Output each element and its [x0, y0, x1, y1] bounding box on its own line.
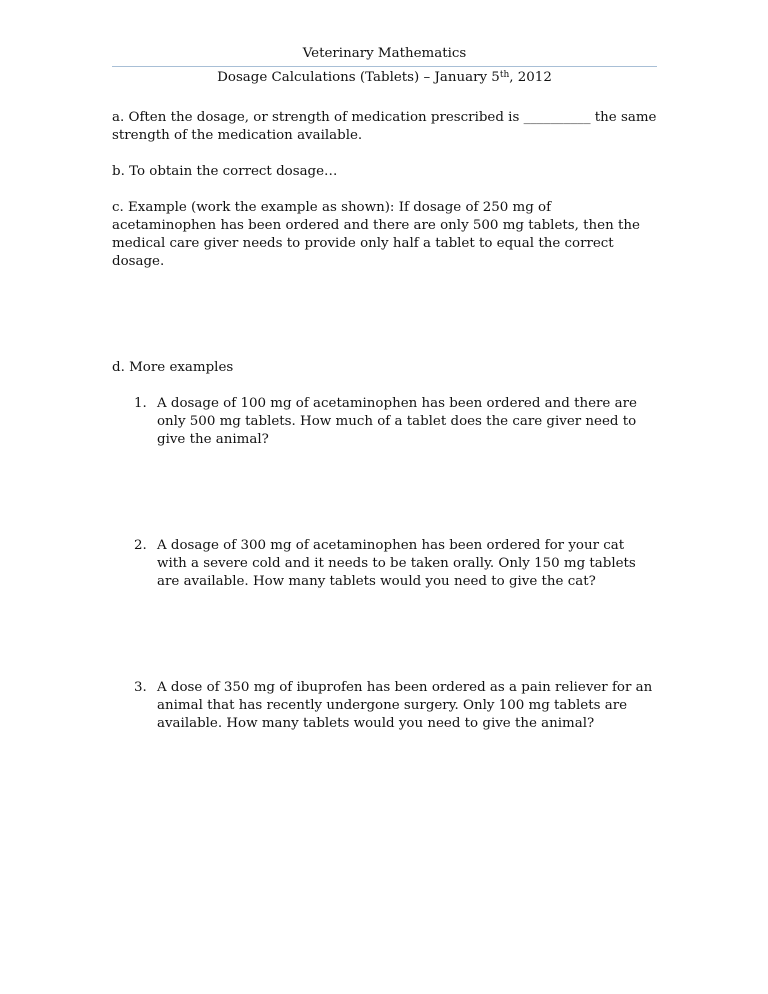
- example-number: 3.: [134, 680, 147, 695]
- subtitle-main: Dosage Calculations (Tablets) – January 5: [217, 70, 500, 85]
- header-subtitle: [112, 69, 657, 89]
- item-c-text: c. Example (work the example as shown): If dosage of 250 mg of acetaminophen has been ordered and there are only 500 mg tablets, then the medical care giver needs to provide only half a tablet to equal the correct dosage.: [112, 200, 640, 269]
- example-item-3: [112, 679, 657, 733]
- examples-list: [112, 395, 657, 733]
- subtitle-superscript: th: [499, 70, 510, 80]
- item-a-text: a. Often the dosage, or strength of medication prescribed is __________ the same strength of the medication available.: [112, 110, 657, 143]
- example-text: A dosage of 100 mg of acetaminophen has been ordered and there are only 500 mg tablets. How much of a tablet does the care giver need to give the animal?: [157, 396, 637, 447]
- example-number: 2.: [134, 538, 147, 553]
- example-number: 1.: [134, 396, 147, 411]
- example-text: A dosage of 300 mg of acetaminophen has been ordered for your cat with a severe cold and it needs to be taken orally. Only 150 mg tablets are available. How many tablets would you need to give the cat?: [157, 538, 636, 589]
- example-item-1: [112, 395, 657, 449]
- subtitle-end: , 2012: [509, 70, 552, 85]
- header-divider: [112, 66, 657, 67]
- document-page: [112, 45, 657, 733]
- item-d-text: d. More examples: [112, 360, 234, 375]
- header-title: Veterinary Mathematics: [302, 46, 467, 61]
- example-text: A dose of 350 mg of ibuprofen has been ordered as a pain reliever for an animal that has recently undergone surgery. Only 100 mg tablets are available. How many tablets would you need to give the animal?: [157, 680, 653, 731]
- example-item-2: [112, 537, 657, 591]
- item-b-text: b. To obtain the correct dosage…: [112, 164, 338, 179]
